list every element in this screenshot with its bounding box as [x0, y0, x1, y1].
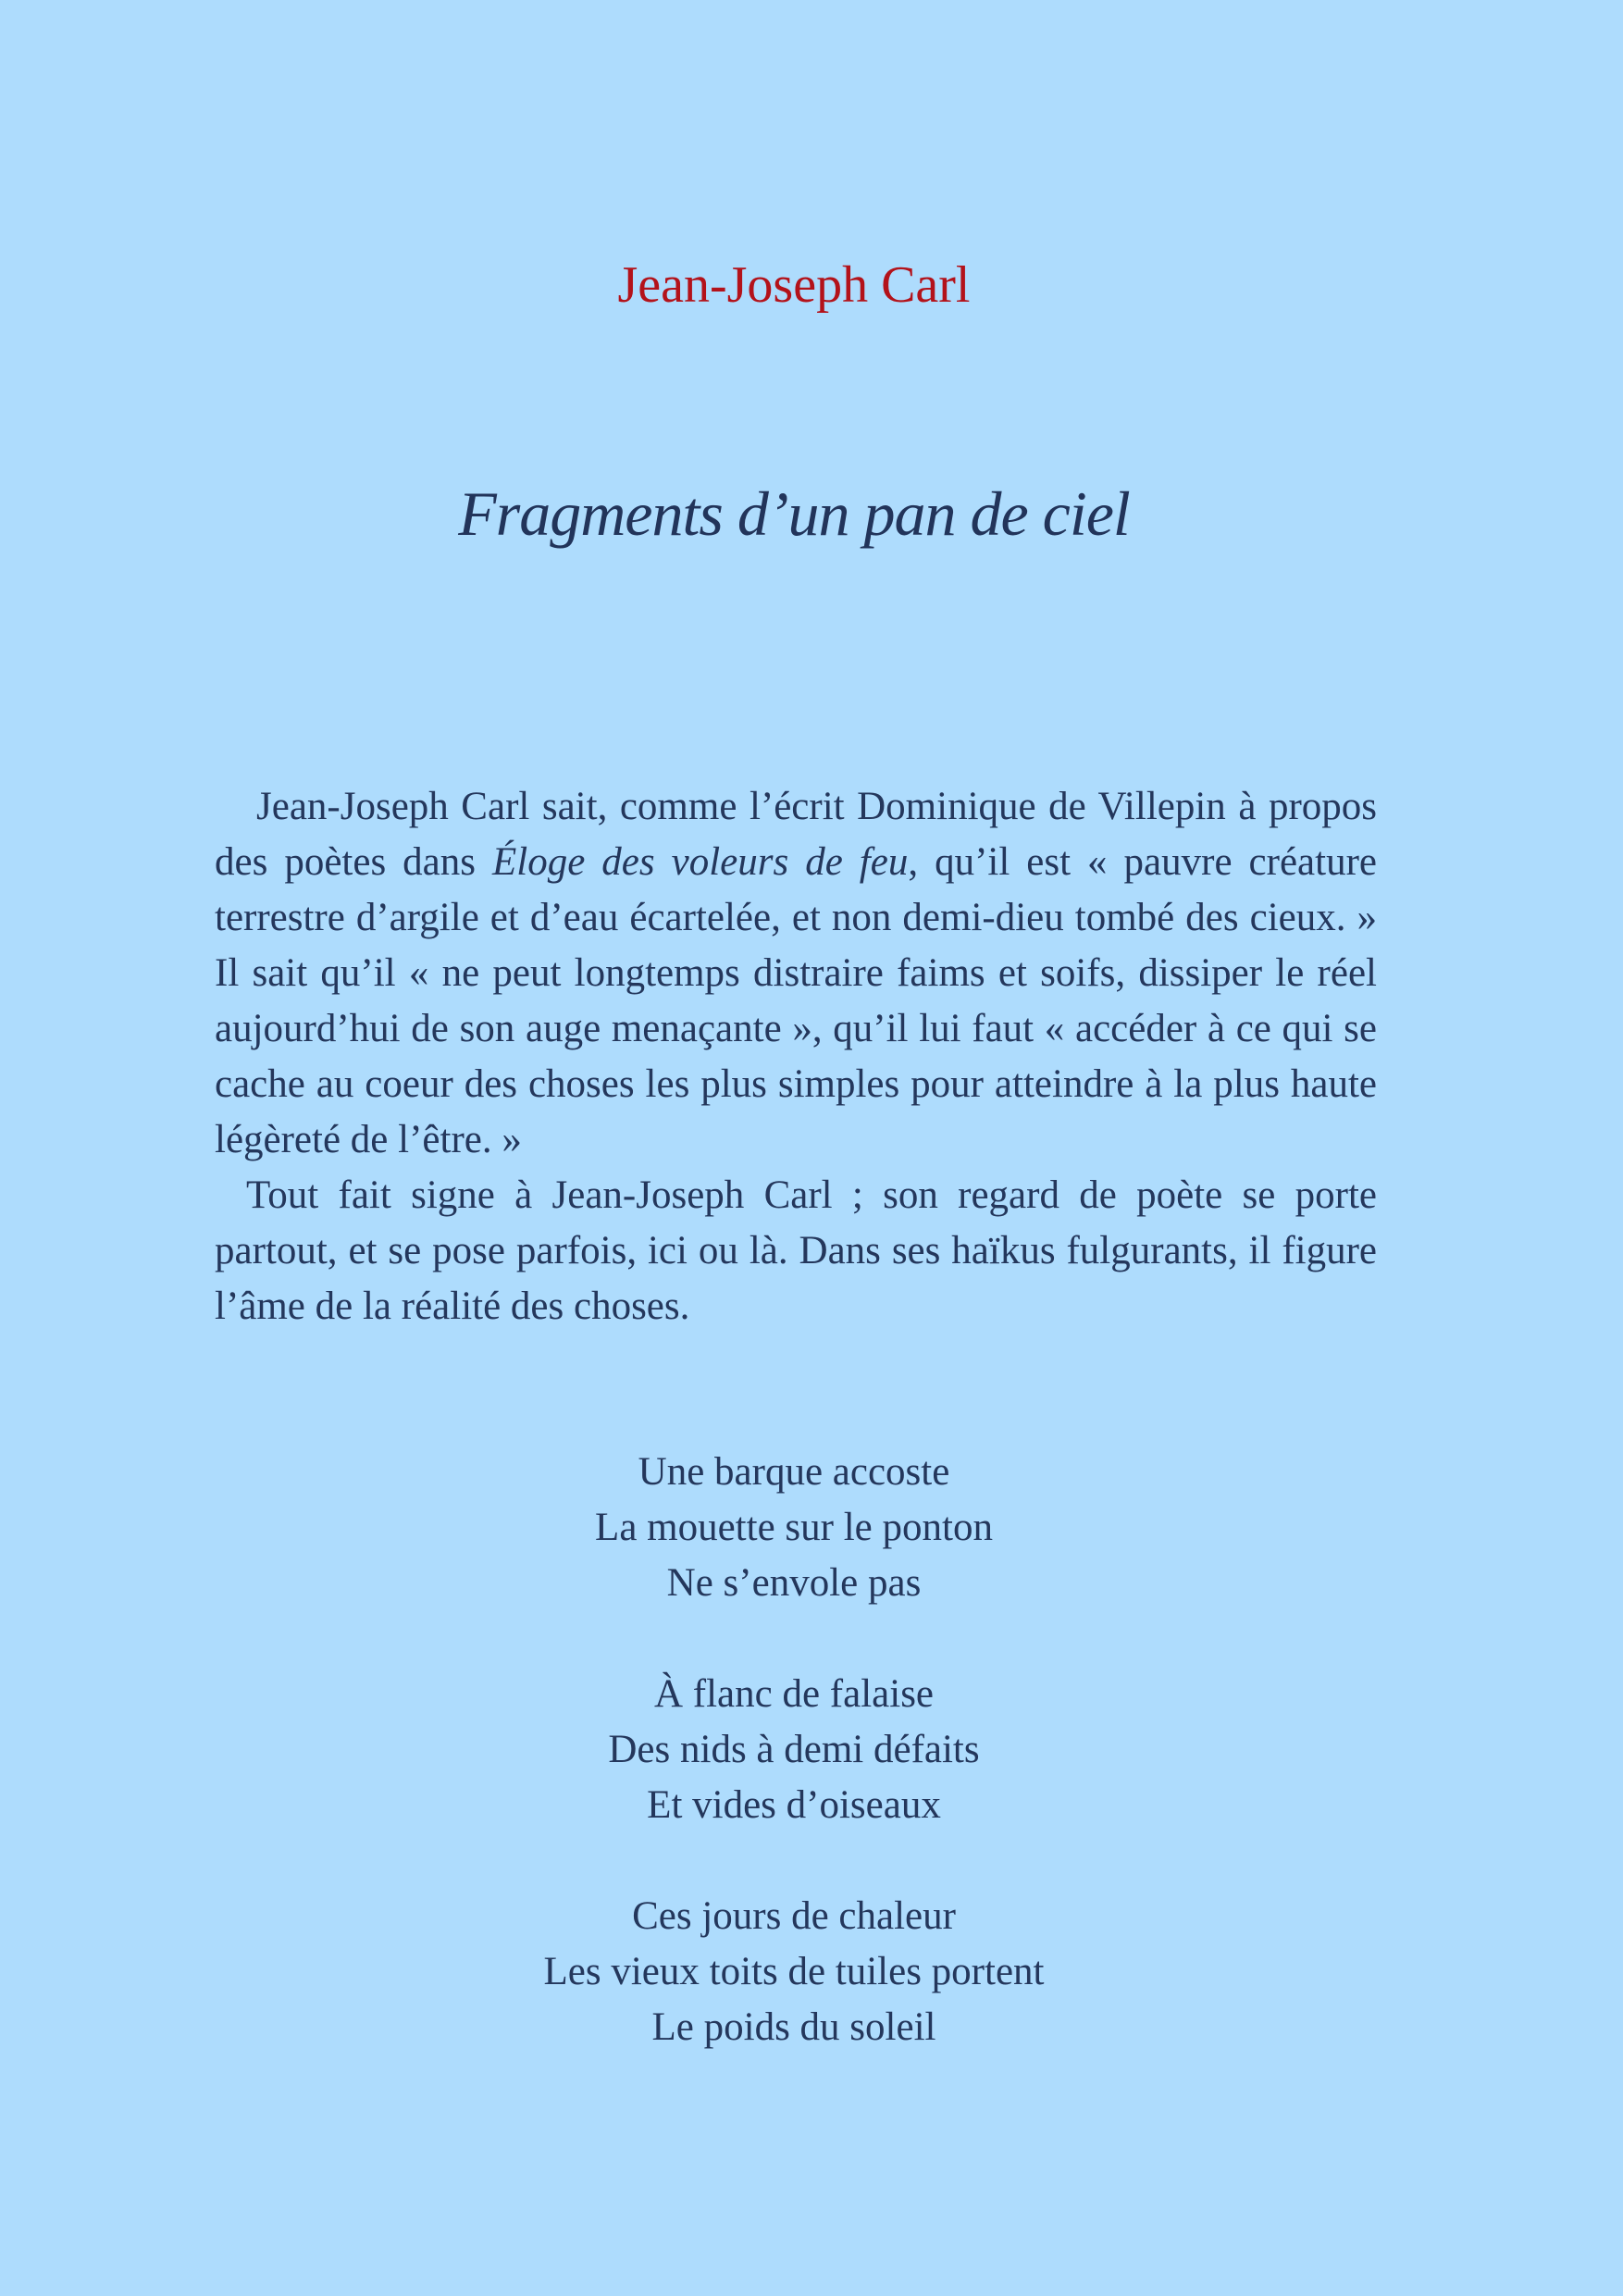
haiku-2: [0, 1667, 1588, 1833]
haiku-line: À flanc de falaise: [653, 1672, 935, 1716]
book-title: Fragments d’un pan de ciel: [458, 478, 1130, 549]
haiku-line: Des nids à demi défaits: [608, 1728, 980, 1771]
intro-paragraph-1: [215, 779, 1377, 1168]
intro-paragraph-2: Tout fait signe à Jean-Joseph Carl ; son regard de poète se porte partout, et se pose parfois, ici ou là. Dans ses haïkus fulgurants, il figure l’âme de la réalité des choses.: [215, 1173, 1377, 1328]
haiku-line: Ne s’envole pas: [666, 1561, 922, 1605]
intro-paragraph-1-start: Jean-Joseph Carl sait, comme l’écrit Dominique de Villepin à propos des poètes dans: [215, 785, 1377, 884]
haiku-3: [0, 1889, 1588, 2055]
haiku-line: La mouette sur le ponton: [595, 1506, 993, 1549]
haiku-line: Les vieux toits de tuiles portent: [543, 1950, 1045, 1993]
cited-book-title: Éloge des voleurs de feu: [492, 840, 909, 884]
intro-paragraph-1-end: , qu’il est « pauvre créature terrestre d’argile et d’eau écartelée, et non demi-dieu tombé des cieux. » Il sait qu’il « ne peut longtemps distraire faims et soifs, dissiper le réel aujourd’hui de son auge menaçante », qu’il lui faut « accéder à ce qui se cache au coeur des choses les plus simples pour atteindre à la plus haute légèreté de l’être. »: [215, 840, 1377, 1161]
haiku-line: Une barque accoste: [638, 1450, 950, 1494]
haiku-line: Ces jours de chaleur: [632, 1894, 956, 1938]
introduction: [215, 779, 1377, 1334]
haiku-line: Le poids du soleil: [651, 2005, 936, 2049]
author-name: Jean-Joseph Carl: [617, 256, 971, 314]
haiku-list: [0, 1445, 1588, 2111]
haiku-1: [0, 1445, 1588, 1611]
haiku-line: Et vides d’oiseaux: [647, 1783, 941, 1827]
